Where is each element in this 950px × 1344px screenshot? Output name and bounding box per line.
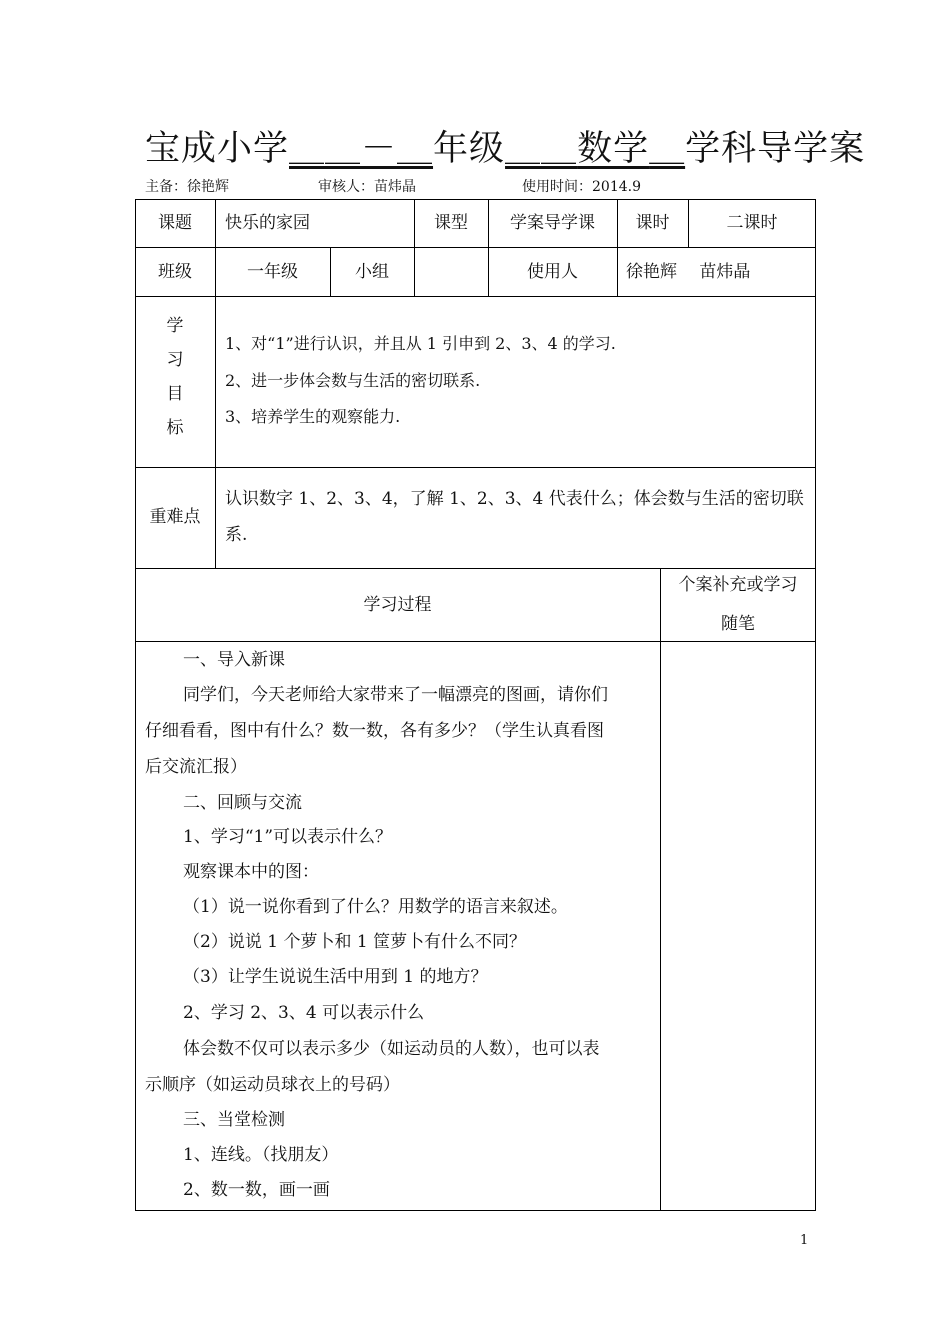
col-divider xyxy=(215,199,216,568)
reviewer-text: 审核人：苗炜晶 xyxy=(318,179,416,195)
process-line: 同学们，今天老师给大家带来了一幅漂亮的图画，请你们 xyxy=(183,685,608,705)
user-label: 使用人 xyxy=(527,262,578,282)
class-label: 班级 xyxy=(158,262,192,282)
notes-label-line: 个案补充或学习 xyxy=(678,575,798,595)
process-line: （3）让学生说说生活中用到 1 的地方？ xyxy=(183,967,488,987)
group-label: 小组 xyxy=(355,262,389,282)
row-divider xyxy=(135,568,816,569)
subject-blank-2: ＿ xyxy=(649,129,686,169)
topic-label: 课题 xyxy=(158,213,192,233)
subject-blank: ＿＿ xyxy=(505,129,578,169)
process-line: 二、回顾与交流 xyxy=(183,793,302,813)
goals-label-char: 习 xyxy=(166,350,184,370)
process-line: 1、学习“1”可以表示什么？ xyxy=(183,827,393,847)
row-divider xyxy=(135,296,816,297)
type-label: 课型 xyxy=(434,213,468,233)
author-text: 主备：徐艳辉 xyxy=(145,179,229,195)
process-line: 2、学习 2、3、4 可以表示什么 xyxy=(183,1003,425,1023)
process-line: 1、连线。（找朋友） xyxy=(183,1145,339,1165)
subject-name: 数学 xyxy=(577,129,650,169)
topic-value: 快乐的家园 xyxy=(225,213,310,233)
row-divider xyxy=(135,247,816,248)
grade-blank: ＿＿－＿ xyxy=(289,129,434,169)
page-number: 1 xyxy=(800,1233,809,1248)
goal-item: 2、进一步体会数与生活的密切联系. xyxy=(225,371,481,390)
period-label: 课时 xyxy=(635,213,670,233)
col-divider xyxy=(660,568,661,1211)
user-value: 徐艳辉 苗炜晶 xyxy=(626,262,751,282)
row-divider xyxy=(135,641,816,642)
period-value: 二课时 xyxy=(726,213,778,233)
process-line: 观察课本中的图： xyxy=(183,862,319,882)
process-line: 2、数一数，画一画 xyxy=(183,1180,330,1200)
key-label: 重难点 xyxy=(149,507,201,527)
title-tail: 学科导学案 xyxy=(685,129,866,169)
class-value: 一年级 xyxy=(247,262,298,282)
goal-item: 3、培养学生的观察能力. xyxy=(225,407,401,426)
key-line: 系. xyxy=(225,525,248,545)
page-title xyxy=(145,126,865,172)
process-line: （2）说说 1 个萝卜和 1 筐萝卜有什么不同？ xyxy=(183,932,527,952)
goals-label-char: 目 xyxy=(166,384,184,404)
goals-label-char: 学 xyxy=(166,316,184,336)
process-line: 示顺序（如运动员球衣上的号码） xyxy=(145,1075,400,1095)
key-line: 认识数字 1、2、3、4，了解 1、2、3、4 代表什么；体会数与生活的密切联 xyxy=(225,489,804,509)
school-name: 宝成小学 xyxy=(145,129,290,169)
type-value: 学案导学课 xyxy=(510,213,595,233)
process-line: 三、当堂检测 xyxy=(183,1110,285,1130)
goals-label-char: 标 xyxy=(166,418,184,438)
grade-word: 年级 xyxy=(433,129,506,169)
process-line: 后交流汇报） xyxy=(145,757,247,777)
goal-item: 1、对“1”进行认识，并且从 1 引申到 2、3、4 的学习. xyxy=(225,334,616,353)
date-text: 使用时间：2014.9 xyxy=(522,179,641,195)
notes-label-line: 随笔 xyxy=(721,614,755,634)
process-line: 一、导入新课 xyxy=(183,650,285,670)
row-divider xyxy=(135,467,816,468)
process-label: 学习过程 xyxy=(363,595,432,615)
process-line: （1）说一说你看到了什么？用数学的语言来叙述。 xyxy=(183,897,568,917)
process-line: 体会数不仅可以表示多少（如运动员的人数），也可以表 xyxy=(183,1039,600,1059)
process-line: 仔细看看，图中有什么？数一数，各有多少？（学生认真看图 xyxy=(145,721,604,741)
